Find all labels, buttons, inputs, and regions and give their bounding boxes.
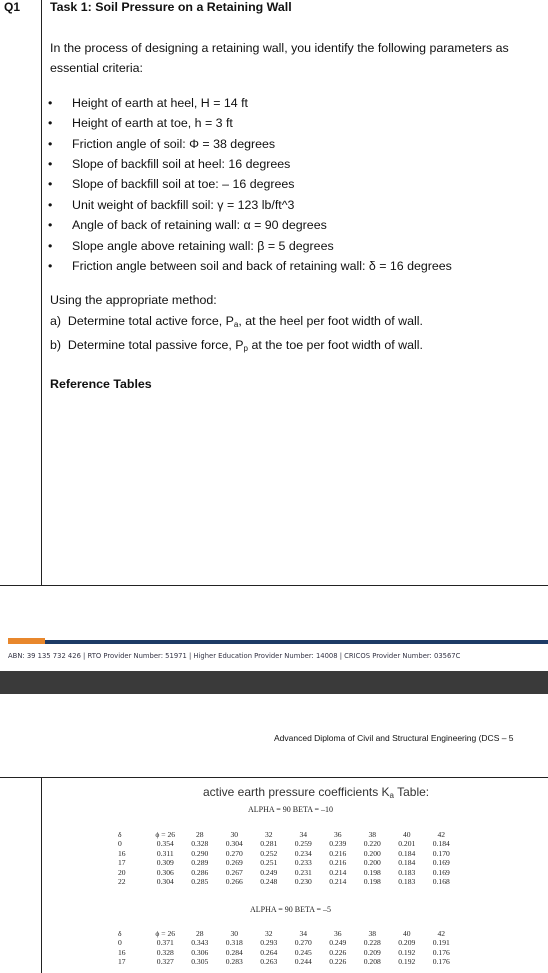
coefficient-cell: 0.283 — [225, 957, 243, 967]
coefficient-cell: 0.286 — [191, 867, 209, 877]
coefficient-cell: 0.209 — [363, 947, 381, 957]
column-header: δ — [118, 830, 122, 839]
coefficient-cell: 0.245 — [294, 947, 312, 957]
coefficient-cell: 0.230 — [294, 877, 312, 887]
column-header: 42 — [437, 929, 446, 938]
parameter-text: Height of earth at heel, H = 14 ft — [72, 95, 248, 110]
coefficient-cell: 0.191 — [432, 938, 450, 948]
delta-cell: 17 — [118, 858, 126, 868]
column-header: 40 — [402, 830, 411, 839]
task-a-text: Determine total active force, P — [67, 313, 234, 328]
coefficient-cell: 0.270 — [294, 938, 312, 948]
parameter-text: Friction angle of soil: Φ = 38 degrees — [72, 136, 276, 151]
column-header: 30 — [230, 929, 239, 938]
parameter-item — [50, 236, 546, 256]
coefficient-cell: 0.309 — [156, 858, 174, 868]
delta-cell: 20 — [118, 867, 126, 877]
table-divider-horizontal — [0, 585, 548, 586]
column-header: 38 — [368, 929, 377, 938]
delta-cell: 22 — [118, 877, 126, 887]
reference-table-title-suffix: Table: — [394, 785, 430, 799]
column-header: 34 — [299, 830, 308, 839]
coefficient-cell: 0.269 — [225, 858, 243, 868]
coefficient-cell: 0.266 — [225, 877, 243, 887]
delta-cell: 0 — [118, 839, 122, 849]
footer-rule — [45, 640, 548, 644]
coefficient-cell: 0.183 — [398, 867, 416, 877]
coefficient-cell: 0.220 — [363, 839, 381, 849]
coefficient-cell: 0.327 — [156, 957, 174, 967]
coefficient-cell: 0.328 — [156, 947, 174, 957]
coefficient-cell: 0.259 — [294, 839, 312, 849]
coefficient-cell: 0.233 — [294, 858, 312, 868]
column-header: 36 — [333, 830, 342, 839]
coefficient-cell: 0.304 — [225, 839, 243, 849]
coefficient-cell: 0.318 — [225, 938, 243, 948]
bullet-icon: • — [48, 238, 53, 253]
coefficient-cell: 0.226 — [329, 957, 347, 967]
page-header-course: Advanced Diploma of Civil and Structural Engineering (DCS – 5 — [274, 733, 514, 743]
column-header: 32 — [264, 830, 273, 839]
coefficient-cell: 0.267 — [225, 867, 243, 877]
parameter-item — [50, 174, 546, 194]
coefficient-cell: 0.234 — [294, 848, 312, 858]
bullet-icon: • — [48, 197, 53, 212]
column-header: ϕ = 26 — [155, 830, 176, 839]
coefficient-cell: 0.284 — [225, 947, 243, 957]
coefficient-cell: 0.343 — [191, 938, 209, 948]
table-divider-vertical-2 — [41, 777, 42, 973]
coefficient-cell: 0.176 — [432, 947, 450, 957]
coefficient-cell: 0.281 — [260, 839, 278, 849]
bullet-icon: • — [48, 157, 53, 172]
delta-cell: 17 — [118, 957, 126, 967]
bullet-icon: • — [48, 259, 53, 274]
coefficient-cell: 0.198 — [363, 867, 381, 877]
parameter-text: Slope of backfill soil at heel: 16 degrees — [72, 157, 291, 172]
bullet-icon: • — [48, 218, 53, 233]
task-b — [50, 335, 546, 359]
coefficient-cell: 0.169 — [432, 858, 450, 868]
parameter-item — [50, 195, 546, 215]
column-header: ϕ = 26 — [155, 929, 176, 938]
table-row — [118, 948, 459, 957]
column-header: 30 — [230, 830, 239, 839]
table-row — [118, 938, 459, 947]
coefficient-cell: 0.249 — [260, 867, 278, 877]
task-a-subscript: a — [233, 319, 239, 329]
task-b-text-end: at the toe per foot width of wall. — [248, 338, 423, 353]
parameter-item — [50, 113, 546, 133]
table-divider-vertical — [41, 0, 42, 586]
coefficient-cell: 0.214 — [329, 867, 347, 877]
bullet-icon: • — [48, 177, 53, 192]
coefficient-cell: 0.192 — [398, 957, 416, 967]
reference-tables-heading: Reference Tables — [50, 376, 152, 391]
section-2-header: ALPHA = 90 BETA = –5 — [250, 905, 332, 914]
table-row — [118, 868, 459, 877]
coefficient-cell: 0.244 — [294, 957, 312, 967]
coefficient-cell: 0.184 — [432, 839, 450, 849]
bullet-icon: • — [48, 136, 53, 151]
parameter-text: Height of earth at toe, h = 3 ft — [72, 116, 233, 131]
coefficient-cell: 0.249 — [329, 938, 347, 948]
coefficient-cell: 0.192 — [398, 947, 416, 957]
coefficient-table-1 — [118, 830, 459, 886]
coefficient-cell: 0.226 — [329, 947, 347, 957]
coefficient-cell: 0.251 — [260, 858, 278, 868]
coefficient-cell: 0.290 — [191, 848, 209, 858]
coefficient-cell: 0.252 — [260, 848, 278, 858]
parameter-item — [50, 134, 546, 154]
parameter-text: Slope angle above retaining wall: β = 5 degrees — [72, 238, 334, 253]
parameter-text: Friction angle between soil and back of retaining wall: δ = 16 degrees — [72, 259, 452, 274]
column-header: δ — [118, 929, 122, 938]
table-row — [118, 849, 459, 858]
coefficient-cell: 0.176 — [432, 957, 450, 967]
parameter-text: Angle of back of retaining wall: α = 90 degrees — [72, 218, 327, 233]
coefficient-cell: 0.201 — [398, 839, 416, 849]
coefficient-cell: 0.184 — [398, 848, 416, 858]
coefficient-cell: 0.228 — [363, 938, 381, 948]
method-intro: Using the appropriate method: — [50, 293, 217, 308]
coefficient-cell: 0.170 — [432, 848, 450, 858]
table-row — [118, 858, 459, 867]
coefficient-cell: 0.293 — [260, 938, 278, 948]
coefficient-cell: 0.209 — [398, 938, 416, 948]
coefficient-cell: 0.306 — [156, 867, 174, 877]
coefficient-cell: 0.231 — [294, 867, 312, 877]
column-header: 38 — [368, 830, 377, 839]
column-header: 28 — [195, 929, 204, 938]
coefficient-cell: 0.168 — [432, 877, 450, 887]
page-break-band — [0, 671, 548, 694]
delta-cell: 16 — [118, 947, 126, 957]
footer-registration-text: ABN: 39 135 732 426 | RTO Provider Number: 51971 | Higher Education Provider Number: 14008 | CRICOS Provider Number: 03567C — [8, 652, 461, 660]
parameter-text: Unit weight of backfill soil: γ = 123 lb/ft^3 — [72, 197, 295, 212]
coefficient-cell: 0.214 — [329, 877, 347, 887]
coefficient-cell: 0.198 — [363, 877, 381, 887]
task-a-prefix: a) — [50, 313, 62, 328]
bullet-icon: • — [48, 95, 53, 110]
task-a-text-end: , at the heel per foot width of wall. — [238, 313, 423, 328]
delta-cell: 0 — [118, 938, 122, 948]
column-header: 28 — [195, 830, 204, 839]
coefficient-cell: 0.328 — [191, 839, 209, 849]
coefficient-cell: 0.200 — [363, 858, 381, 868]
task-b-subscript: p — [243, 344, 248, 354]
coefficient-cell: 0.289 — [191, 858, 209, 868]
parameter-item — [50, 93, 546, 113]
coefficient-cell: 0.270 — [225, 848, 243, 858]
parameter-list — [50, 93, 546, 277]
parameter-item — [50, 215, 546, 235]
coefficient-cell: 0.263 — [260, 957, 278, 967]
parameter-text: Slope of backfill soil at toe: – 16 degrees — [72, 177, 295, 192]
coefficient-cell: 0.184 — [398, 858, 416, 868]
coefficient-cell: 0.305 — [191, 957, 209, 967]
task-a — [50, 311, 546, 335]
table-header-row — [118, 929, 459, 938]
coefficient-cell: 0.285 — [191, 877, 209, 887]
section-1-header: ALPHA = 90 BETA = –10 — [248, 805, 334, 814]
intro-text: In the process of designing a retaining wall, you identify the following parameters as essential criteria: — [50, 41, 509, 76]
bullet-icon: • — [48, 116, 53, 131]
table-row — [118, 957, 459, 966]
task-b-text: Determine total passive force, P — [67, 338, 244, 353]
footer-accent-bar — [8, 638, 45, 644]
reference-table-title-text: active earth pressure coefficients K — [203, 785, 390, 799]
column-header: 42 — [437, 830, 446, 839]
question-content — [50, 0, 546, 394]
column-header: 34 — [299, 929, 308, 938]
table-row — [118, 839, 459, 848]
coefficient-cell: 0.239 — [329, 839, 347, 849]
reference-table-title-sub: a — [389, 791, 394, 800]
coefficient-cell: 0.169 — [432, 867, 450, 877]
coefficient-cell: 0.183 — [398, 877, 416, 887]
question-number: Q1 — [4, 0, 21, 14]
parameter-item — [50, 154, 546, 174]
column-header: 36 — [333, 929, 342, 938]
task-b-prefix: b) — [50, 338, 62, 353]
coefficient-cell: 0.216 — [329, 858, 347, 868]
coefficient-cell: 0.208 — [363, 957, 381, 967]
coefficient-cell: 0.304 — [156, 877, 174, 887]
table-row — [118, 877, 459, 886]
coefficient-cell: 0.264 — [260, 947, 278, 957]
coefficient-table-2 — [118, 929, 459, 967]
table-header-row — [118, 830, 459, 839]
parameter-item — [50, 256, 546, 276]
delta-cell: 16 — [118, 848, 126, 858]
column-header: 40 — [402, 929, 411, 938]
coefficient-cell: 0.216 — [329, 848, 347, 858]
reference-table-title — [203, 785, 429, 800]
coefficient-cell: 0.371 — [156, 938, 174, 948]
coefficient-cell: 0.200 — [363, 848, 381, 858]
task-title: Task 1: Soil Pressure on a Retaining Wall — [50, 0, 292, 14]
column-header: 32 — [264, 929, 273, 938]
coefficient-cell: 0.306 — [191, 947, 209, 957]
coefficient-cell: 0.354 — [156, 839, 174, 849]
table-divider-horizontal-2 — [0, 777, 548, 778]
coefficient-cell: 0.311 — [156, 848, 174, 858]
coefficient-cell: 0.248 — [260, 877, 278, 887]
